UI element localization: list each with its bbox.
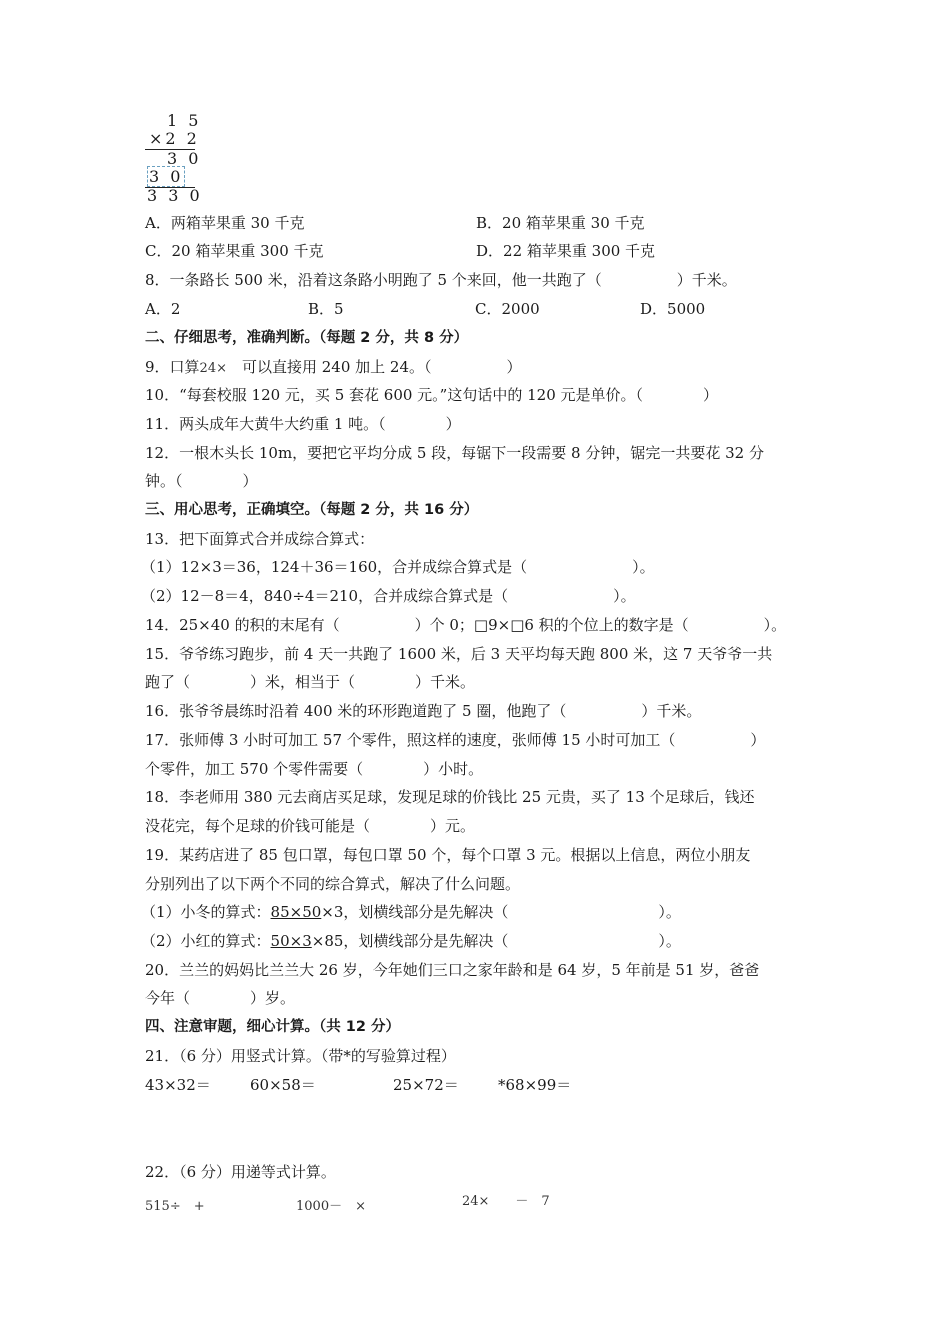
- q17-line-1: 17．张师傅 3 小时可加工 57 个零件，照这样的速度，张师傅 15 小时可加工（ ）: [145, 731, 766, 749]
- q15-line-1: 15．爷爷练习跑步，前 4 天一共跑了 1600 米，后 3 天平均每天跑 800 米，这 7 天爷爷一共: [145, 645, 773, 663]
- vertical-row-3: 3 0: [167, 149, 202, 168]
- q13-2: （2）12－8＝4，840÷4＝210，合并成综合算式是（ ）。: [141, 587, 636, 605]
- q9-pre: 9．口算: [145, 358, 200, 376]
- q7-option-a: A．两箱苹果重 30 千克: [145, 214, 305, 232]
- q7-option-d: D．22 箱苹果重 300 千克: [476, 242, 656, 260]
- q19-2-underlined: 50×3: [270, 932, 312, 950]
- q19-1-pre: （1）小冬的算式：: [141, 903, 271, 921]
- q13-1: （1）12×3＝36，124＋36＝160，合并成综合算式是（ ）。: [141, 558, 655, 576]
- section-2-heading: 二、仔细思考，准确判断。（每题 2 分，共 8 分）: [145, 330, 469, 346]
- q19-line-2: 分别列出了以下两个不同的综合算式，解决了什么问题。: [145, 875, 521, 893]
- q7-option-c: C．20 箱苹果重 300 千克: [145, 242, 324, 260]
- q19-1: [141, 902, 681, 922]
- section-3-heading: 三、用心思考，正确填空。（每题 2 分，共 16 分）: [145, 502, 479, 518]
- q16: 16．张爷爷晨练时沿着 400 米的环形跑道跑了 5 圈，他跑了（ ）千米。: [145, 702, 702, 720]
- q8-option-a: A．2: [145, 300, 181, 318]
- q19-2: [141, 931, 681, 951]
- q12-line-2: 钟。（ ）: [145, 472, 258, 490]
- q14: 14．25×40 的积的末尾有（ ）个 0；□9×□6 积的个位上的数字是（ ）。: [145, 616, 787, 634]
- q9: [145, 357, 522, 379]
- q7-option-b: B．20 箱苹果重 30 千克: [476, 214, 645, 232]
- q21: 21．（6 分）用竖式计算。（带*的写验算过程）: [145, 1047, 456, 1065]
- q22-item-3: 24× － 7: [462, 1194, 550, 1209]
- q12-line-1: 12．一根木头长 10m，要把它平均分成 5 段，每锯下一段需要 8 分钟，锯完一共要花 32 分: [145, 444, 764, 462]
- q9-expr: 24×: [199, 361, 227, 376]
- q19-1-underlined: 85×50: [270, 903, 322, 921]
- q21-item-4: *68×99＝: [498, 1076, 572, 1094]
- q21-item-2: 60×58＝: [250, 1076, 316, 1094]
- q8-option-c: C．2000: [475, 300, 540, 318]
- q22-item-2: 1000－ ×: [296, 1199, 366, 1214]
- q22-item-1: 515÷ +: [145, 1199, 205, 1214]
- q17-line-2: 个零件，加工 570 个零件需要（ ）小时。: [145, 760, 484, 778]
- section-4-heading: 四、注意审题，细心计算。（共 12 分）: [145, 1019, 401, 1035]
- q20-line-1: 20．兰兰的妈妈比兰兰大 26 岁，今年她们三口之家年龄和是 64 岁，5 年前是 51 岁，爸爸: [145, 961, 760, 979]
- q18-line-1: 18．李老师用 380 元去商店买足球，发现足球的价钱比 25 元贵，买了 13 个足球后，钱还: [145, 788, 755, 806]
- vertical-row-4: 3 0: [149, 167, 184, 186]
- q19-2-post: ×85，划横线部分是先解决（ ）。: [311, 932, 681, 950]
- q8-option-d: D．5000: [640, 300, 706, 318]
- q9-post: 可以直接用 240 加上 24。（ ）: [226, 358, 522, 376]
- q18-line-2: 没花完，每个足球的价钱可能是（ ）元。: [145, 817, 476, 835]
- q10: 10．“每套校服 120 元，买 5 套花 600 元。”这句话中的 120 元是单价。（ ）: [145, 386, 719, 404]
- q20-line-2: 今年（ ）岁。: [145, 989, 296, 1007]
- q21-item-1: 43×32＝: [145, 1076, 211, 1094]
- q8-option-b: B．5: [308, 300, 344, 318]
- q11: 11．两头成年大黄牛大约重 1 吨。（ ）: [145, 415, 461, 433]
- q19-line-1: 19．某药店进了 85 包口罩，每包口罩 50 个，每个口罩 3 元。根据以上信息，两位小朋友: [145, 846, 751, 864]
- q13: 13．把下面算式合并成综合算式：: [145, 530, 375, 548]
- vertical-row-1: 1 5: [167, 111, 202, 130]
- q15-line-2: 跑了（ ）米，相当于（ ）千米。: [145, 673, 476, 691]
- q8-text: 8．一条路长 500 米，沿着这条路小明跑了 5 个来回，他一共跑了（ ）千米。: [145, 271, 737, 289]
- vertical-row-2: ×2 2: [149, 129, 200, 148]
- vertical-row-5: 3 3 0: [147, 186, 203, 205]
- q19-2-pre: （2）小红的算式：: [141, 932, 271, 950]
- q19-1-post: ×3，划横线部分是先解决（ ）。: [321, 903, 681, 921]
- q22: 22．（6 分）用递等式计算。: [145, 1163, 336, 1181]
- q21-item-3: 25×72＝: [393, 1076, 459, 1094]
